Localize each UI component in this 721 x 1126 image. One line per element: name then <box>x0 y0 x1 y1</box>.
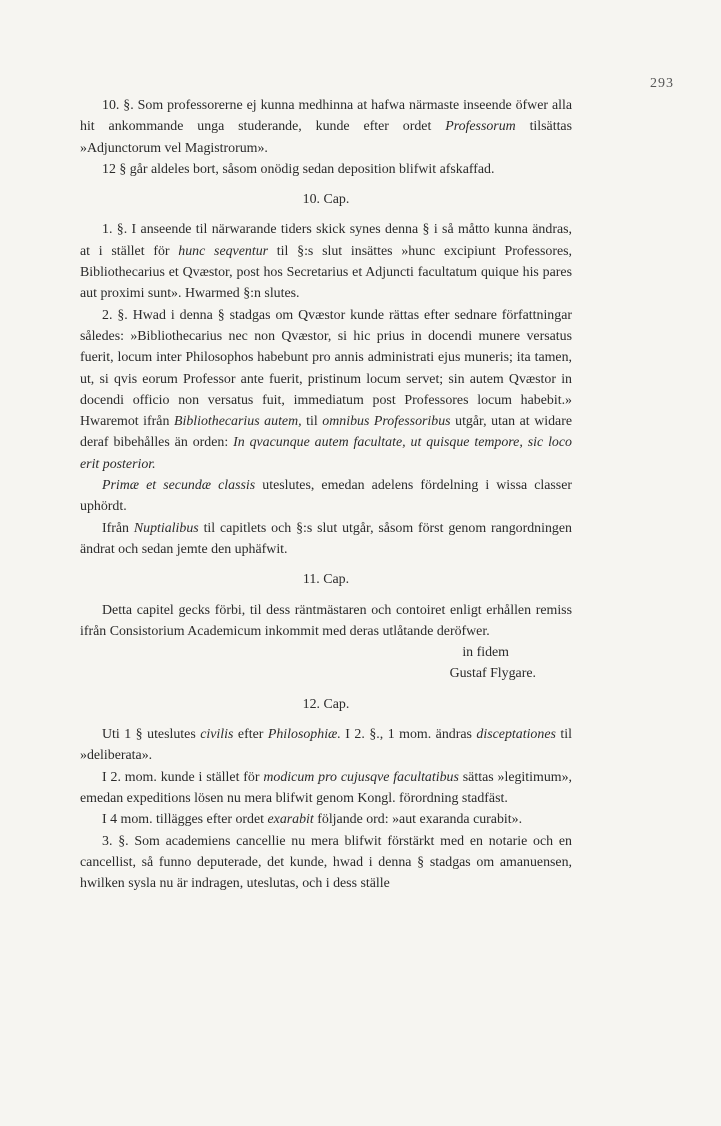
text-run: 1. §. I anseende til närwarande tiders skick synes denna § i så måtto kunna ändras, at i stället för <box>80 222 572 259</box>
chapter-heading <box>80 569 572 590</box>
text-run: 10. §. Som professorerne ej kunna medhinna at hafwa närmaste inseende öfwer alla hit ankommande unga studerande, kunde efter ordet <box>80 98 572 135</box>
italic-text: Philosophiæ. <box>267 727 341 743</box>
text-run: I 2. §., 1 mom. ändras <box>340 727 477 743</box>
text-run: I 4 mom. tillägges efter ordet <box>102 812 268 828</box>
document-text <box>80 95 572 894</box>
text-run: 12 § går aldeles bort, såsom onödig sedan deposition blifwit afskaffad. <box>102 161 495 177</box>
paragraph <box>80 305 572 475</box>
italic-text: civilis <box>200 727 234 743</box>
chapter-heading <box>80 694 572 715</box>
paragraph <box>80 767 572 810</box>
text-run: til capitlets och §:s slut utgår, såsom först genom rangordningen ändrat och sedan jemte den uphäfwit. <box>80 520 572 557</box>
text-run: I 2. mom. kunde i stället för <box>102 769 264 785</box>
text-run: 10. Cap. <box>302 192 350 208</box>
text-run: uteslutes, emedan adelens fördelning i wissa classer uphördt. <box>80 478 573 515</box>
text-run: til <box>301 414 323 430</box>
italic-text: modicum pro cujusqve facultatibus <box>263 769 459 785</box>
paragraph <box>80 831 572 895</box>
paragraph <box>80 95 572 159</box>
italic-text: Bibliothecarius autem, <box>173 414 302 430</box>
text-run: in fidem <box>462 645 509 661</box>
italic-text: omnibus Professoribus <box>322 414 451 430</box>
paragraph <box>80 724 572 767</box>
text-run: tilsättas »Adjunctorum vel Magistrorum». <box>80 119 573 156</box>
text-run: följande ord: »aut exaranda curabit». <box>313 812 523 828</box>
text-run: Uti 1 § uteslutes <box>102 727 201 743</box>
italic-text: In qvacunque autem facultate, ut quisque tempore, sic loco erit posterior. <box>80 435 572 472</box>
paragraph <box>80 518 572 561</box>
italic-text: Professorum <box>445 119 516 135</box>
text-run: efter <box>233 727 268 743</box>
text-run: 2. §. Hwad i denna § stadgas om Qvæstor kunde rättas efter sednare författningar således: »Bibliothecarius nec non Qvæstor, si hic prius in docendi munere versatus fuerit, locum inter Philosophos habebunt pro annis administrati ejus muneris; ita tamen, ut, si qvis eorum Professor ante fuerit, pristinum locum servet; sin autem Qvæstor in docendi officio non versatus fuit, immediatum post Professores locum habebit.» Hwaremot ifrån <box>80 307 572 430</box>
text-run: til §:s slut insättes »hunc excipiunt Professores, Bibliothecarius et Qvæstor, post hos Secretarius et Adjuncti facultatum quique his pares aut proximi sunt». Hwarmed §:n slutes. <box>80 243 572 302</box>
italic-text: Nuptialibus <box>133 520 199 536</box>
paragraph <box>80 159 572 180</box>
text-run: 3. §. Som academiens cancellie nu mera blifwit förstärkt med en notarie och en cancellist, så funno deputerade, det kunde, hwad i denna § stadgas om amanuensen, hwilken sysla nu är indragen, uteslutas, och i dess ställe <box>80 833 572 892</box>
italic-text: exarabit <box>267 812 314 828</box>
signature-line <box>80 642 572 663</box>
italic-text: Primæ et secundæ classis <box>102 478 256 494</box>
paragraph <box>80 809 572 830</box>
italic-text: disceptationes <box>476 727 556 743</box>
paragraph <box>80 219 572 304</box>
page-number: 293 <box>650 76 674 91</box>
text-run: 11. Cap. <box>302 572 350 588</box>
text-run: Detta capitel gecks förbi, til dess räntmästaren och contoiret enligt erhållen remiss ifrån Consistorium Academicum inkommit med deras utlåtande deröfwer. <box>80 602 572 639</box>
chapter-heading <box>80 189 572 210</box>
italic-text: hunc seqventur <box>178 243 269 259</box>
signature-name <box>80 663 572 684</box>
text-run: sättas »legitimum», emedan expeditions lösen nu mera blifwit genom Kongl. förordning stadfäst. <box>80 769 572 806</box>
text-run: Ifrån <box>102 520 134 536</box>
paragraph <box>80 600 572 643</box>
paragraph <box>80 475 572 518</box>
text-run: til »deliberata». <box>80 727 572 764</box>
text-run: Gustaf Flygare. <box>449 666 536 682</box>
text-run: 12. Cap. <box>302 696 350 712</box>
text-run: utgår, utan at widare deraf bibehålles än orden: <box>80 414 572 451</box>
